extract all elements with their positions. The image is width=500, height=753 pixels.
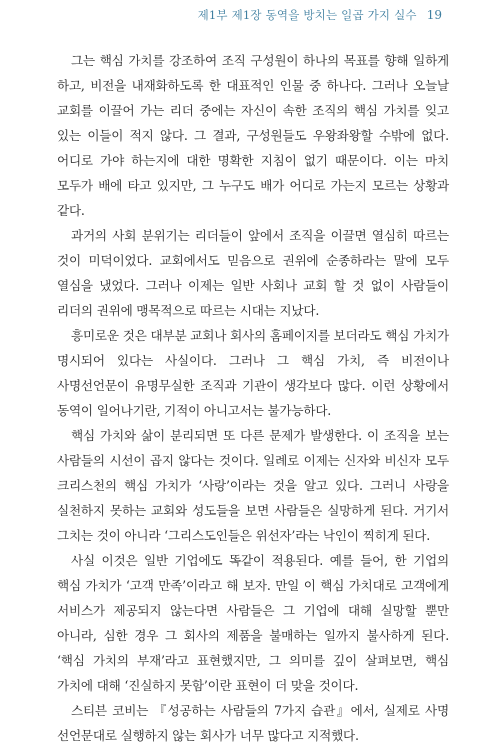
paragraph: 과거의 사회 분위기는 리더들이 앞에서 조직을 이끌면 열심히 따르는 것이 미덕이었다. 교회에서도 믿음으로 권위에 순종하라는 말에 모두 열심을 냈었다. 그러나 이제는 일반 사회나 교회 할 것 없이 사람들이 리더의 권위에 맹목적으로 따르는 시대는 지났다. [57,228,449,318]
paragraph: 그는 핵심 가치를 강조하여 조직 구성원이 하나의 목표를 향해 일하게 하고, 비전을 내재화하도록 한 대표적인 인물 중 하나다. 그러나 오늘날 교회를 이끌어 가는 리더 중에는 자신이 속한 조직의 핵심 가치를 잊고 있는 이들이 적지 않다. 그 결과, 구성원들도 우왕좌왕할 수밖에 없다. 어디로 가야 하는지에 대한 명확한 지침이 없기 때문이다. 이는 마치 모두가 배에 타고 있지만, 그 누구도 배가 어디로 가는지 모르는 상황과 같다. [57,53,449,218]
paragraph: 스티븐 코비는 『성공하는 사람들의 7가지 습관』에서, 실제로 사명 선언문대로 실행하지 않는 회사가 너무 많다고 지적했다. [57,703,449,743]
running-header [198,7,442,23]
body-text [57,48,449,748]
chapter-title: 제1부 제1장 동역을 방치는 일곱 가지 실수 [197,8,417,22]
page-number: 19 [426,8,442,22]
paragraph: 핵심 가치와 삶이 분리되면 또 다른 문제가 발생한다. 이 조직을 보는 사람들의 시선이 곱지 않다는 것이다. 일례로 이제는 신자와 비신자 모두 크리스천의 핵심 가치가 ‘사랑’이라는 것을 알고 있다. 그러니 사랑을 실천하지 못하는 교회와 성도들을 보면 사람들은 실망하게 된다. 거기서 그치는 것이 아니라 ‘그리스도인들은 위선자’라는 낙인이 찍히게 된다. [57,428,449,543]
paragraph: 사실 이것은 일반 기업에도 똑같이 적용된다. 예를 들어, 한 기업의 핵심 가치가 ‘고객 만족’이라고 해 보자. 만일 이 핵심 가치대로 고객에게 서비스가 제공되지 않는다면 사람들은 그 기업에 대해 실망할 뿐만 아니라, 심한 경우 그 회사의 제품을 불매하는 일까지 불사하게 된다. ‘핵심 가치의 부재’라고 표현했지만, 그 의미를 깊이 살펴보면, 핵심 가치에 대해 ‘진실하지 못함’이란 표현이 더 맞을 것이다. [57,553,449,693]
paragraph: 흥미로운 것은 대부분 교회나 회사의 홈페이지를 보더라도 핵심 가치가 명시되어 있다는 사실이다. 그러나 그 핵심 가치, 즉 비전이나 사명선언문이 유명무실한 조직과 기관이 생각보다 많다. 이런 상황에서 동역이 일어나기란, 기적이 아니고서는 불가능하다. [57,328,449,418]
